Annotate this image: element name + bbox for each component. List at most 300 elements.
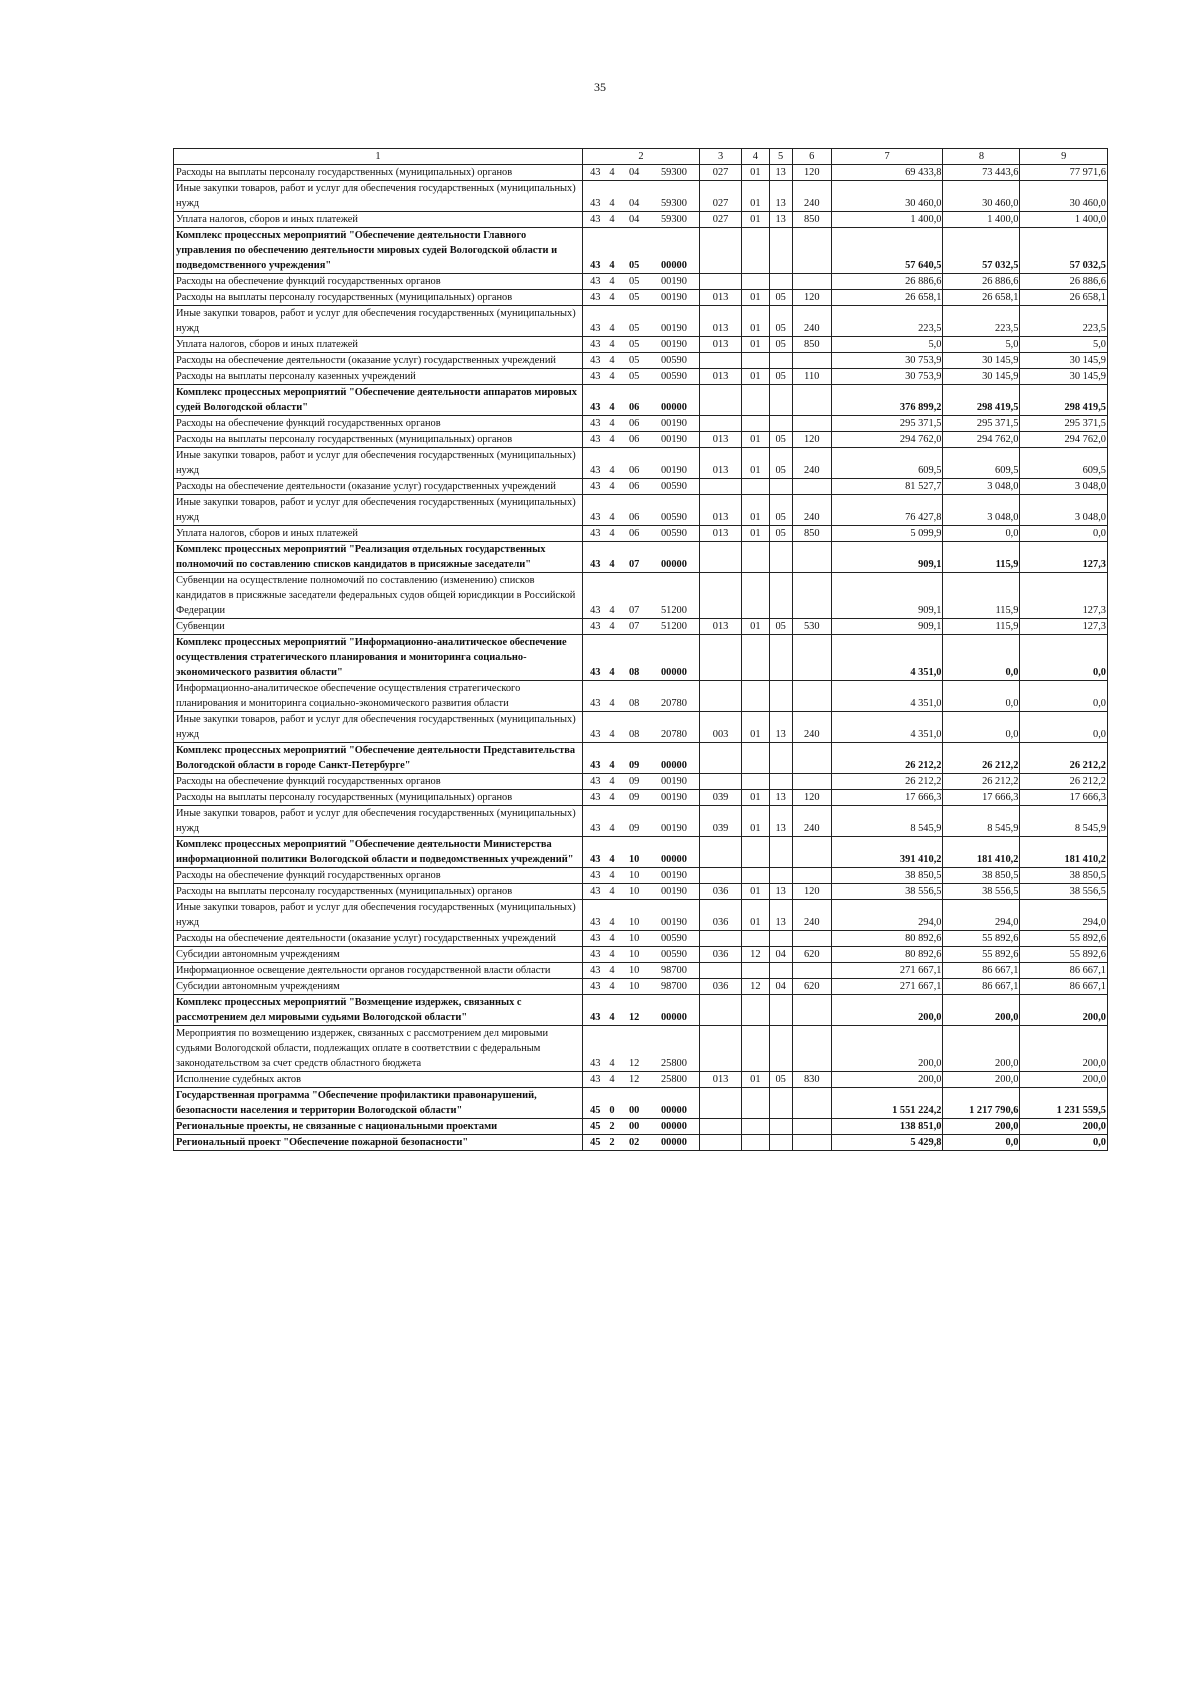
amount-year2-cell: 26 212,2 xyxy=(943,743,1020,774)
table-row xyxy=(174,790,1108,806)
expense-type-cell: 120 xyxy=(792,790,831,806)
program-code-cell: 43 xyxy=(583,337,605,353)
amount-year3-cell: 609,5 xyxy=(1020,448,1108,479)
section-code-cell xyxy=(742,1135,769,1151)
expense-type-cell xyxy=(792,416,831,432)
direction-code-cell: 00000 xyxy=(649,228,700,274)
subsection-code-cell: 05 xyxy=(769,448,792,479)
expense-type-cell xyxy=(792,1026,831,1072)
direction-code-cell: 00190 xyxy=(649,306,700,337)
row-name-cell: Региональный проект "Обеспечение пожарной безопасности" xyxy=(174,1135,583,1151)
subsection-code-cell: 13 xyxy=(769,165,792,181)
section-code-cell xyxy=(742,1119,769,1135)
complex-code-cell: 10 xyxy=(619,963,649,979)
section-code-cell: 01 xyxy=(742,806,769,837)
subsection-code-cell xyxy=(769,416,792,432)
amount-year2-cell: 115,9 xyxy=(943,542,1020,573)
ministry-code-cell xyxy=(700,868,742,884)
direction-code-cell: 20780 xyxy=(649,712,700,743)
ministry-code-cell: 036 xyxy=(700,900,742,931)
complex-code-cell: 09 xyxy=(619,774,649,790)
amount-year2-cell: 294 762,0 xyxy=(943,432,1020,448)
section-code-cell: 01 xyxy=(742,306,769,337)
amount-year3-cell: 5,0 xyxy=(1020,337,1108,353)
amount-year1-cell: 294,0 xyxy=(831,900,943,931)
section-code-cell xyxy=(742,868,769,884)
subprogram-code-cell: 4 xyxy=(605,337,620,353)
section-code-cell: 12 xyxy=(742,979,769,995)
complex-code-cell: 12 xyxy=(619,1026,649,1072)
row-name-cell: Иные закупки товаров, работ и услуг для обеспечения государственных (муниципальных) нужд xyxy=(174,448,583,479)
section-code-cell: 01 xyxy=(742,181,769,212)
program-code-cell: 43 xyxy=(583,963,605,979)
amount-year1-cell: 81 527,7 xyxy=(831,479,943,495)
expense-type-cell: 240 xyxy=(792,806,831,837)
subsection-code-cell xyxy=(769,995,792,1026)
amount-year2-cell: 295 371,5 xyxy=(943,416,1020,432)
row-name-cell: Мероприятия по возмещению издержек, связанных с рассмотрением дел мировыми судьями Вологодской области, подлежащих оплате в соответствии с федеральным законодательством за счет средств областного бюджета xyxy=(174,1026,583,1072)
table-row xyxy=(174,1135,1108,1151)
subsection-code-cell xyxy=(769,1135,792,1151)
amount-year3-cell: 86 667,1 xyxy=(1020,979,1108,995)
amount-year3-cell: 1 400,0 xyxy=(1020,212,1108,228)
amount-year1-cell: 30 460,0 xyxy=(831,181,943,212)
expense-type-cell: 120 xyxy=(792,432,831,448)
amount-year3-cell: 3 048,0 xyxy=(1020,495,1108,526)
complex-code-cell: 04 xyxy=(619,165,649,181)
subprogram-code-cell: 4 xyxy=(605,712,620,743)
complex-code-cell: 02 xyxy=(619,1135,649,1151)
amount-year3-cell: 38 556,5 xyxy=(1020,884,1108,900)
direction-code-cell: 00190 xyxy=(649,900,700,931)
direction-code-cell: 00590 xyxy=(649,931,700,947)
expense-type-cell xyxy=(792,995,831,1026)
expense-type-cell: 850 xyxy=(792,212,831,228)
subprogram-code-cell: 4 xyxy=(605,995,620,1026)
expense-type-cell: 620 xyxy=(792,979,831,995)
table-row xyxy=(174,228,1108,274)
subprogram-code-cell: 4 xyxy=(605,165,620,181)
amount-year1-cell: 294 762,0 xyxy=(831,432,943,448)
section-code-cell xyxy=(742,1026,769,1072)
amount-year3-cell: 26 212,2 xyxy=(1020,774,1108,790)
amount-year3-cell: 0,0 xyxy=(1020,526,1108,542)
expense-type-cell xyxy=(792,837,831,868)
direction-code-cell: 98700 xyxy=(649,963,700,979)
table-row xyxy=(174,385,1108,416)
row-name-cell: Расходы на обеспечение функций государственных органов xyxy=(174,416,583,432)
table-row xyxy=(174,495,1108,526)
table-row xyxy=(174,416,1108,432)
subsection-code-cell: 05 xyxy=(769,337,792,353)
amount-year2-cell: 30 145,9 xyxy=(943,369,1020,385)
section-code-cell: 01 xyxy=(742,619,769,635)
table-row xyxy=(174,837,1108,868)
amount-year1-cell: 138 851,0 xyxy=(831,1119,943,1135)
table-row xyxy=(174,1119,1108,1135)
amount-year3-cell: 26 212,2 xyxy=(1020,743,1108,774)
ministry-code-cell: 013 xyxy=(700,290,742,306)
amount-year2-cell: 0,0 xyxy=(943,1135,1020,1151)
amount-year1-cell: 271 667,1 xyxy=(831,963,943,979)
complex-code-cell: 08 xyxy=(619,712,649,743)
subsection-code-cell: 13 xyxy=(769,712,792,743)
subprogram-code-cell: 4 xyxy=(605,274,620,290)
table-row xyxy=(174,1088,1108,1119)
row-name-cell: Расходы на обеспечение функций государственных органов xyxy=(174,774,583,790)
direction-code-cell: 00190 xyxy=(649,790,700,806)
expense-type-cell: 120 xyxy=(792,884,831,900)
ministry-code-cell xyxy=(700,479,742,495)
section-code-cell xyxy=(742,774,769,790)
amount-year2-cell: 86 667,1 xyxy=(943,963,1020,979)
direction-code-cell: 59300 xyxy=(649,181,700,212)
section-code-cell xyxy=(742,573,769,619)
row-name-cell: Уплата налогов, сборов и иных платежей xyxy=(174,526,583,542)
direction-code-cell: 20780 xyxy=(649,681,700,712)
subprogram-code-cell: 4 xyxy=(605,884,620,900)
row-name-cell: Субсидии автономным учреждениям xyxy=(174,947,583,963)
amount-year1-cell: 38 556,5 xyxy=(831,884,943,900)
program-code-cell: 45 xyxy=(583,1088,605,1119)
subsection-code-cell: 13 xyxy=(769,900,792,931)
subprogram-code-cell: 4 xyxy=(605,774,620,790)
subsection-code-cell: 05 xyxy=(769,495,792,526)
subsection-code-cell: 05 xyxy=(769,290,792,306)
subsection-code-cell xyxy=(769,274,792,290)
amount-year1-cell: 200,0 xyxy=(831,1072,943,1088)
section-code-cell xyxy=(742,274,769,290)
ministry-code-cell: 036 xyxy=(700,947,742,963)
header-cell-3: 3 xyxy=(700,149,742,165)
program-code-cell: 45 xyxy=(583,1119,605,1135)
amount-year3-cell: 86 667,1 xyxy=(1020,963,1108,979)
section-code-cell: 01 xyxy=(742,165,769,181)
subprogram-code-cell: 4 xyxy=(605,290,620,306)
ministry-code-cell xyxy=(700,274,742,290)
row-name-cell: Информационное освещение деятельности органов государственной власти области xyxy=(174,963,583,979)
amount-year3-cell: 55 892,6 xyxy=(1020,931,1108,947)
amount-year3-cell: 3 048,0 xyxy=(1020,479,1108,495)
expense-type-cell xyxy=(792,868,831,884)
amount-year2-cell: 200,0 xyxy=(943,1119,1020,1135)
ministry-code-cell xyxy=(700,743,742,774)
amount-year1-cell: 223,5 xyxy=(831,306,943,337)
subsection-code-cell: 05 xyxy=(769,1072,792,1088)
subsection-code-cell: 13 xyxy=(769,181,792,212)
subsection-code-cell xyxy=(769,868,792,884)
direction-code-cell: 00000 xyxy=(649,743,700,774)
direction-code-cell: 25800 xyxy=(649,1026,700,1072)
row-name-cell: Расходы на обеспечение функций государственных органов xyxy=(174,868,583,884)
amount-year3-cell: 0,0 xyxy=(1020,681,1108,712)
expense-type-cell: 240 xyxy=(792,495,831,526)
amount-year1-cell: 200,0 xyxy=(831,995,943,1026)
direction-code-cell: 51200 xyxy=(649,573,700,619)
direction-code-cell: 00000 xyxy=(649,1088,700,1119)
direction-code-cell: 00190 xyxy=(649,416,700,432)
table-row xyxy=(174,868,1108,884)
expense-type-cell xyxy=(792,1135,831,1151)
expense-type-cell: 850 xyxy=(792,526,831,542)
amount-year2-cell: 73 443,6 xyxy=(943,165,1020,181)
complex-code-cell: 07 xyxy=(619,619,649,635)
ministry-code-cell xyxy=(700,416,742,432)
amount-year3-cell: 30 145,9 xyxy=(1020,353,1108,369)
program-code-cell: 43 xyxy=(583,306,605,337)
section-code-cell xyxy=(742,931,769,947)
amount-year2-cell: 181 410,2 xyxy=(943,837,1020,868)
subprogram-code-cell: 4 xyxy=(605,573,620,619)
direction-code-cell: 00590 xyxy=(649,479,700,495)
amount-year2-cell: 3 048,0 xyxy=(943,479,1020,495)
ministry-code-cell: 013 xyxy=(700,619,742,635)
subprogram-code-cell: 4 xyxy=(605,1026,620,1072)
expense-type-cell xyxy=(792,681,831,712)
subsection-code-cell: 04 xyxy=(769,979,792,995)
ministry-code-cell: 013 xyxy=(700,337,742,353)
ministry-code-cell xyxy=(700,1119,742,1135)
program-code-cell: 43 xyxy=(583,432,605,448)
complex-code-cell: 06 xyxy=(619,495,649,526)
amount-year1-cell: 200,0 xyxy=(831,1026,943,1072)
complex-code-cell: 10 xyxy=(619,931,649,947)
subprogram-code-cell: 4 xyxy=(605,385,620,416)
complex-code-cell: 12 xyxy=(619,1072,649,1088)
complex-code-cell: 05 xyxy=(619,306,649,337)
table-row xyxy=(174,712,1108,743)
subprogram-code-cell: 4 xyxy=(605,181,620,212)
section-code-cell xyxy=(742,837,769,868)
complex-code-cell: 10 xyxy=(619,900,649,931)
direction-code-cell: 00190 xyxy=(649,884,700,900)
row-name-cell: Уплата налогов, сборов и иных платежей xyxy=(174,337,583,353)
table-header-row xyxy=(174,149,1108,165)
program-code-cell: 43 xyxy=(583,774,605,790)
direction-code-cell: 00000 xyxy=(649,837,700,868)
row-name-cell: Комплекс процессных мероприятий "Информационно-аналитическое обеспечение осуществления стратегического планирования и мониторинга социально-экономического развития области" xyxy=(174,635,583,681)
ministry-code-cell xyxy=(700,1135,742,1151)
subprogram-code-cell: 4 xyxy=(605,353,620,369)
row-name-cell: Уплата налогов, сборов и иных платежей xyxy=(174,212,583,228)
subsection-code-cell: 05 xyxy=(769,432,792,448)
direction-code-cell: 00000 xyxy=(649,1135,700,1151)
section-code-cell: 01 xyxy=(742,369,769,385)
direction-code-cell: 00000 xyxy=(649,635,700,681)
complex-code-cell: 10 xyxy=(619,868,649,884)
subprogram-code-cell: 4 xyxy=(605,868,620,884)
program-code-cell: 43 xyxy=(583,228,605,274)
table-row xyxy=(174,306,1108,337)
ministry-code-cell xyxy=(700,995,742,1026)
amount-year3-cell: 181 410,2 xyxy=(1020,837,1108,868)
table-row xyxy=(174,526,1108,542)
expense-type-cell xyxy=(792,479,831,495)
expense-type-cell xyxy=(792,385,831,416)
expense-type-cell: 240 xyxy=(792,712,831,743)
expense-type-cell: 120 xyxy=(792,290,831,306)
amount-year1-cell: 4 351,0 xyxy=(831,681,943,712)
expense-type-cell xyxy=(792,743,831,774)
program-code-cell: 43 xyxy=(583,712,605,743)
subprogram-code-cell: 4 xyxy=(605,526,620,542)
row-name-cell: Расходы на обеспечение деятельности (оказание услуг) государственных учреждений xyxy=(174,479,583,495)
direction-code-cell: 00000 xyxy=(649,542,700,573)
subsection-code-cell: 05 xyxy=(769,619,792,635)
amount-year1-cell: 376 899,2 xyxy=(831,385,943,416)
expense-type-cell: 110 xyxy=(792,369,831,385)
amount-year1-cell: 17 666,3 xyxy=(831,790,943,806)
table-row xyxy=(174,743,1108,774)
section-code-cell xyxy=(742,743,769,774)
program-code-cell: 43 xyxy=(583,979,605,995)
table-row xyxy=(174,165,1108,181)
expense-type-cell xyxy=(792,353,831,369)
amount-year1-cell: 26 886,6 xyxy=(831,274,943,290)
section-code-cell: 12 xyxy=(742,947,769,963)
program-code-cell: 43 xyxy=(583,181,605,212)
amount-year2-cell: 8 545,9 xyxy=(943,806,1020,837)
complex-code-cell: 06 xyxy=(619,448,649,479)
complex-code-cell: 04 xyxy=(619,212,649,228)
expense-type-cell xyxy=(792,542,831,573)
subprogram-code-cell: 4 xyxy=(605,306,620,337)
program-code-cell: 43 xyxy=(583,526,605,542)
amount-year1-cell: 295 371,5 xyxy=(831,416,943,432)
subprogram-code-cell: 4 xyxy=(605,212,620,228)
subprogram-code-cell: 4 xyxy=(605,931,620,947)
subprogram-code-cell: 4 xyxy=(605,837,620,868)
amount-year2-cell: 55 892,6 xyxy=(943,947,1020,963)
expense-type-cell xyxy=(792,1088,831,1119)
subsection-code-cell xyxy=(769,1026,792,1072)
expense-type-cell: 620 xyxy=(792,947,831,963)
subsection-code-cell xyxy=(769,542,792,573)
amount-year1-cell: 4 351,0 xyxy=(831,712,943,743)
complex-code-cell: 10 xyxy=(619,979,649,995)
table-row xyxy=(174,212,1108,228)
complex-code-cell: 08 xyxy=(619,681,649,712)
amount-year1-cell: 1 400,0 xyxy=(831,212,943,228)
row-name-cell: Расходы на выплаты персоналу государственных (муниципальных) органов xyxy=(174,290,583,306)
ministry-code-cell xyxy=(700,385,742,416)
ministry-code-cell: 027 xyxy=(700,212,742,228)
subsection-code-cell: 13 xyxy=(769,790,792,806)
amount-year1-cell: 26 212,2 xyxy=(831,774,943,790)
amount-year3-cell: 200,0 xyxy=(1020,1119,1108,1135)
program-code-cell: 43 xyxy=(583,884,605,900)
row-name-cell: Расходы на выплаты персоналу государственных (муниципальных) органов xyxy=(174,165,583,181)
row-name-cell: Расходы на обеспечение деятельности (оказание услуг) государственных учреждений xyxy=(174,931,583,947)
expense-type-cell xyxy=(792,228,831,274)
amount-year2-cell: 26 886,6 xyxy=(943,274,1020,290)
expense-type-cell: 530 xyxy=(792,619,831,635)
subsection-code-cell xyxy=(769,837,792,868)
row-name-cell: Расходы на выплаты персоналу государственных (муниципальных) органов xyxy=(174,790,583,806)
table-row xyxy=(174,619,1108,635)
amount-year3-cell: 30 145,9 xyxy=(1020,369,1108,385)
direction-code-cell: 59300 xyxy=(649,212,700,228)
ministry-code-cell xyxy=(700,635,742,681)
direction-code-cell: 00590 xyxy=(649,353,700,369)
complex-code-cell: 08 xyxy=(619,635,649,681)
row-name-cell: Субвенции xyxy=(174,619,583,635)
ministry-code-cell: 039 xyxy=(700,806,742,837)
header-cell-4: 4 xyxy=(742,149,769,165)
program-code-cell: 43 xyxy=(583,947,605,963)
direction-code-cell: 00000 xyxy=(649,995,700,1026)
amount-year2-cell: 38 556,5 xyxy=(943,884,1020,900)
amount-year3-cell: 38 850,5 xyxy=(1020,868,1108,884)
table-row xyxy=(174,1072,1108,1088)
table-row xyxy=(174,635,1108,681)
amount-year3-cell: 200,0 xyxy=(1020,1026,1108,1072)
complex-code-cell: 09 xyxy=(619,743,649,774)
amount-year2-cell: 38 850,5 xyxy=(943,868,1020,884)
program-code-cell: 45 xyxy=(583,1135,605,1151)
complex-code-cell: 12 xyxy=(619,995,649,1026)
amount-year3-cell: 26 658,1 xyxy=(1020,290,1108,306)
table-row xyxy=(174,353,1108,369)
amount-year2-cell: 200,0 xyxy=(943,1072,1020,1088)
amount-year2-cell: 115,9 xyxy=(943,619,1020,635)
amount-year2-cell: 200,0 xyxy=(943,1026,1020,1072)
row-name-cell: Комплекс процессных мероприятий "Обеспечение деятельности Министерства информационной политики Вологодской области и подведомственных учреждений" xyxy=(174,837,583,868)
section-code-cell xyxy=(742,353,769,369)
complex-code-cell: 06 xyxy=(619,432,649,448)
expense-type-cell xyxy=(792,635,831,681)
subprogram-code-cell: 4 xyxy=(605,681,620,712)
ministry-code-cell xyxy=(700,1088,742,1119)
table-body xyxy=(174,149,1108,1151)
amount-year1-cell: 26 658,1 xyxy=(831,290,943,306)
complex-code-cell: 05 xyxy=(619,337,649,353)
row-name-cell: Расходы на выплаты персоналу государственных (муниципальных) органов xyxy=(174,884,583,900)
amount-year3-cell: 295 371,5 xyxy=(1020,416,1108,432)
table-row xyxy=(174,432,1108,448)
amount-year3-cell: 294 762,0 xyxy=(1020,432,1108,448)
table-row xyxy=(174,479,1108,495)
direction-code-cell: 00190 xyxy=(649,774,700,790)
section-code-cell: 01 xyxy=(742,526,769,542)
ministry-code-cell: 013 xyxy=(700,526,742,542)
subsection-code-cell xyxy=(769,743,792,774)
row-name-cell: Комплекс процессных мероприятий "Обеспечение деятельности Представительства Вологодской области в городе Санкт-Петербурге" xyxy=(174,743,583,774)
section-code-cell: 01 xyxy=(742,790,769,806)
subsection-code-cell: 13 xyxy=(769,806,792,837)
amount-year2-cell: 30 460,0 xyxy=(943,181,1020,212)
table-row xyxy=(174,900,1108,931)
amount-year1-cell: 4 351,0 xyxy=(831,635,943,681)
amount-year2-cell: 609,5 xyxy=(943,448,1020,479)
subprogram-code-cell: 4 xyxy=(605,495,620,526)
amount-year2-cell: 115,9 xyxy=(943,573,1020,619)
ministry-code-cell: 027 xyxy=(700,165,742,181)
table-row xyxy=(174,369,1108,385)
amount-year3-cell: 17 666,3 xyxy=(1020,790,1108,806)
subsection-code-cell xyxy=(769,353,792,369)
amount-year2-cell: 26 658,1 xyxy=(943,290,1020,306)
subsection-code-cell xyxy=(769,1119,792,1135)
amount-year1-cell: 8 545,9 xyxy=(831,806,943,837)
section-code-cell: 01 xyxy=(742,432,769,448)
subsection-code-cell: 05 xyxy=(769,369,792,385)
amount-year1-cell: 909,1 xyxy=(831,542,943,573)
amount-year3-cell: 57 032,5 xyxy=(1020,228,1108,274)
amount-year1-cell: 391 410,2 xyxy=(831,837,943,868)
complex-code-cell: 04 xyxy=(619,181,649,212)
row-name-cell: Иные закупки товаров, работ и услуг для обеспечения государственных (муниципальных) нужд xyxy=(174,181,583,212)
